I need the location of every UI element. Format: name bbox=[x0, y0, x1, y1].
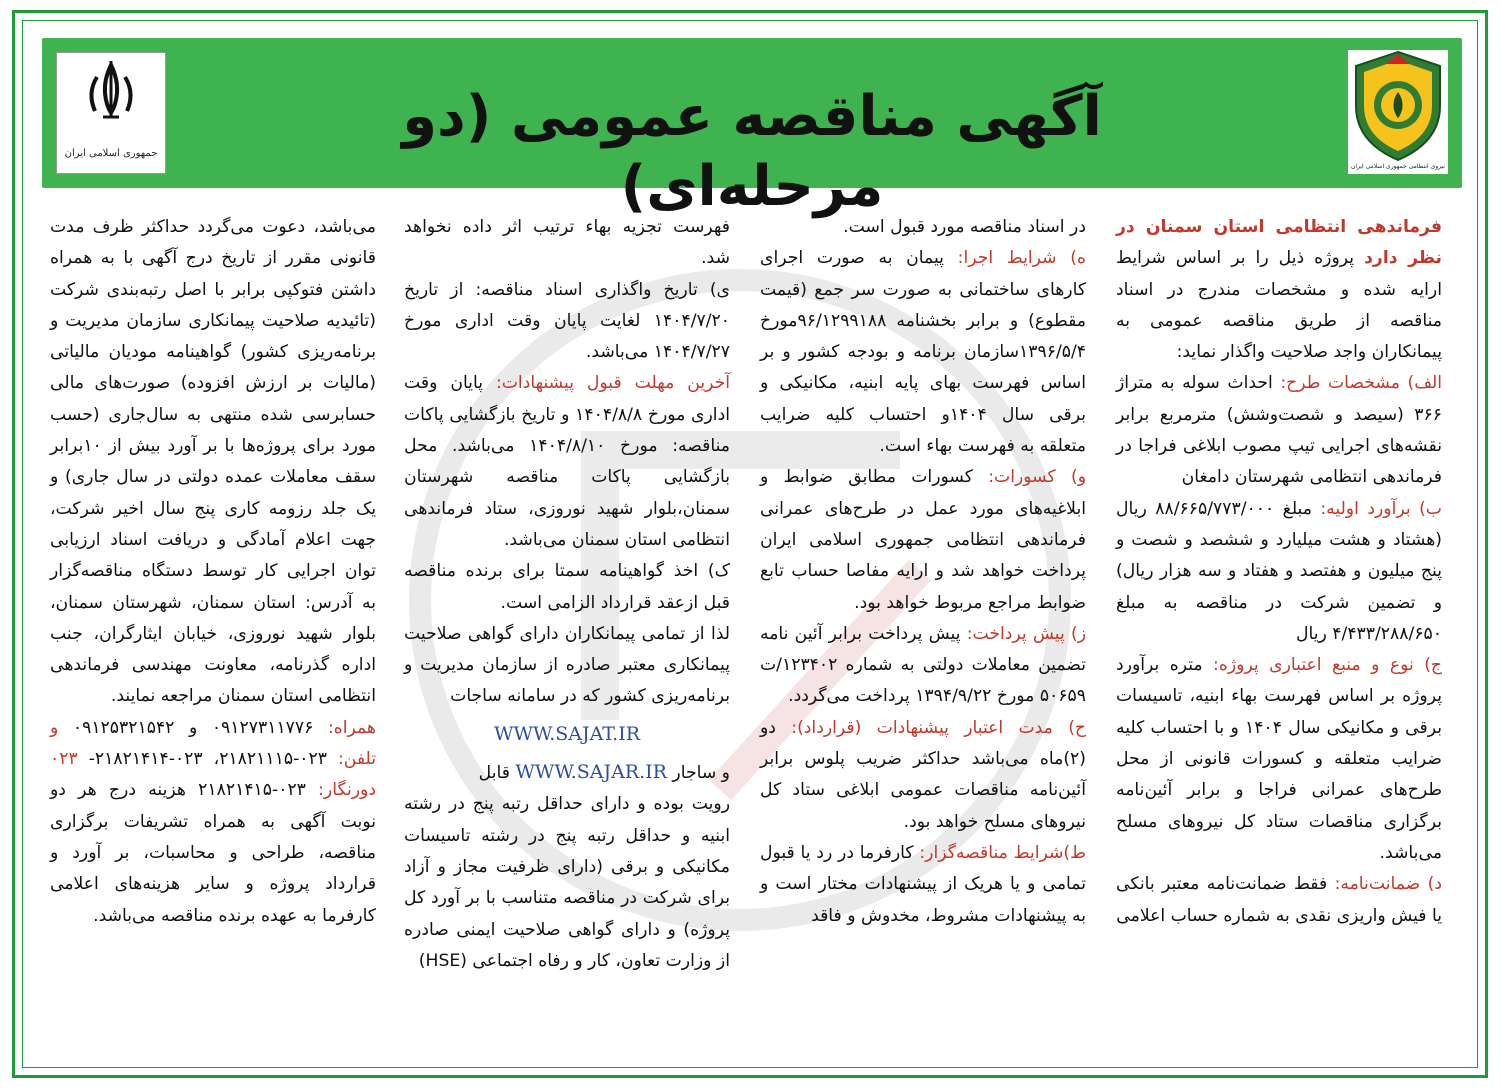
police-emblem bbox=[1348, 50, 1448, 174]
emblem-caption: جمهوری اسلامی ایران bbox=[64, 148, 158, 159]
contractors-text: لذا از تمامی پیمانکاران دارای گواهی صلاحیت پیمانکاری معتبر صادره از سازمان مدیریت و برنامه‌ریزی کشور که در سامانه ساجات bbox=[404, 623, 730, 707]
mobile-label: همراه: bbox=[327, 717, 376, 738]
section-h-text: دو (۲)ماه می‌باشد حداکثر ضریب پلوس برابر آئین‌نامه مناقصات عمومی ابلاغی ستاد کل نیروهای مسلح خواهد بود. bbox=[760, 717, 1086, 832]
section-b-label: ب) برآورد اولیه: bbox=[1320, 498, 1442, 519]
section-d-text: فقط ضمانت‌نامه معتبر بانکی یا فیش واریزی نقدی به شماره حساب اعلامی bbox=[1116, 874, 1442, 926]
invitation-text: می‌باشد، دعوت می‌گردد حداکثر ظرف مدت قانونی مقرر از تاریخ درج آگهی با به همراه داشتن فتوکپی برابر با اصل رتبه‌بندی شرکت (تائیدیه صلاحیت پیمانکاری سازمان مدیریت و برنامه‌ریزی کشور) گواهینامه مودیان مالیاتی (مالیات بر ارزش افزوده) صورت‌های مالی حسابرسی شده منتهی به سال‌جاری (حسب مورد برای پروژه‌ها با بر آورد بیش از ۱۰برابر سقف معاملات عمده دولتی در سال جاری) و یک جلد رزومه کاری پنج سال اخیر شرکت، جهت اعلام آمادگی و دریافت اسناد ارزیابی توان اجرایی کار توسط دستگاه مناقصه‌گزار به آدرس: استان سمنان، شهرستان سمنان، بلوار شهید نوروزی، خیابان ایثارگران، جنب اداره گذرنامه، معاونت مهندسی فرماندهی انتظامی استان سمنان مراجعه نمایند. bbox=[50, 217, 376, 707]
sajat-link[interactable]: WWW.SAJAT.IR bbox=[493, 722, 641, 745]
fax-text: ۰۲۳-۲۱۸۲۱۴۱۵ هزینه درج هر دو نوبت آگهی به همراه تشریفات برگزاری مناقصه، طراحی و محاسبات، بر آورد و قرارداد پروژه و سایر هزینه‌های اعلامی کارفرما به عهده برنده مناقصه می‌باشد. bbox=[50, 780, 376, 926]
sajar-link[interactable]: WWW.SAJAR.IR bbox=[515, 761, 667, 784]
section-t-label: ط)شرایط مناقصه‌گزار: bbox=[919, 842, 1086, 863]
sajar-suffix: قابل bbox=[478, 763, 510, 784]
section-k-text: ک) اخذ گواهینامه سمتا برای برنده مناقصه قبل ازعقد قرارداد الزامی است. bbox=[404, 561, 730, 613]
deadline-text: پایان وقت اداری مورخ ۱۴۰۴/۸/۸ و تاریخ بازگشایی پاکات مناقصه: مورخ ۱۴۰۴/۸/۱۰ می‌باشد. محل بازگشایی پاکات مناقصه شهرستان سمنان،بلوار شهید نوروزی، ستاد فرماندهی انتظامی استان سمنان می‌باشد. bbox=[404, 373, 730, 550]
column-4 bbox=[50, 212, 376, 1012]
intro-heading: فرماندهی انتظامی استان سمنان در نظر دارد bbox=[1116, 217, 1442, 269]
phone-numbers: ۰۲۳-۲۱۸۲۱۱۱۵، ۰۲۳-۲۱۸۲۱۴۱۴- bbox=[88, 749, 338, 770]
section-e-label: ه) شرایط اجرا: bbox=[957, 248, 1086, 269]
iran-emblem bbox=[56, 52, 166, 174]
col2-intro: در اسناد مناقصه مورد قبول است. bbox=[843, 217, 1086, 237]
section-z-text: پیش پرداخت برابر آئین نامه تضمین معاملات دولتی به شماره ۱۲۳۴۰۲/ت ۵۰۶۵۹ مورخ ۱۳۹۴/۹/۲۲ پرداخت می‌گردد. bbox=[760, 623, 1086, 707]
header-banner bbox=[42, 38, 1462, 219]
phone-label: و تلفن: bbox=[50, 717, 376, 770]
deadline-label: آخرین مهلت قبول پیشنهادات: bbox=[495, 373, 731, 394]
intro-text: پروژه ذیل را بر اساس شرایط ارایه شده و مشخصات مندرج در اسناد مناقصه از طریق مناقصه عمومی به پیمانکاران واجد صلاحیت واگذار نماید: bbox=[1116, 248, 1442, 363]
col3-intro: فهرست تجزیه بهاء ترتیب اثر داده نخواهد شد. bbox=[404, 217, 730, 269]
mobile-numbers: ۰۹۱۲۷۳۱۱۷۷۶ و ۰۹۱۲۵۳۲۱۵۴۲ bbox=[72, 717, 328, 738]
police-shield-icon bbox=[1348, 50, 1448, 162]
section-t-text: کارفرما در رد یا قبول تمامی و یا هریک از پیشنهادات مختار است و به پیشنهادات مشروط، مخدوش و فاقد bbox=[760, 842, 1086, 926]
section-z-label: ز) پیش پرداخت: bbox=[966, 623, 1086, 644]
sajar-prefix: و ساجار bbox=[672, 763, 730, 784]
section-h-label: ح) مدت اعتبار پیشنهادات (قرارداد): bbox=[791, 717, 1087, 738]
section-f-text: کسورات مطابق ضوابط و ابلاغیه‌های مورد عمل در طرح‌های عمرانی فرماندهی انتظامی جمهوری اسلامی ایران پرداخت خواهد شد و ارایه مفاصا حساب تابع ضوابط مراجع مربوط خواهد بود. bbox=[760, 467, 1086, 613]
announcement-body bbox=[50, 212, 1442, 1012]
page-title: آگهی مناقصه عمومی (دو مرحله‌ای) bbox=[402, 84, 1102, 219]
section-b-text: مبلغ ۸۸/۶۶۵/۷۷۳/۰۰۰ ریال (هشتاد و هشت میلیارد و ششصد و شصت و پنج میلیون و هفتصد و هفتاد و سه هزار ریال) و تضمین شرکت در مناقصه به مبلغ ۴/۴۳۳/۲۸۸/۶۵۰ ریال bbox=[1116, 498, 1442, 644]
police-caption: نیروی انتظامی جمهوری اسلامی ایران bbox=[1351, 163, 1445, 170]
section-y-text: ی) تاریخ واگذاری اسناد مناقصه: از تاریخ ۱۴۰۴/۷/۲۰ لغایت پایان وقت اداری مورخ ۱۴۰۴/۷/۲۷ می‌باشد. bbox=[404, 279, 730, 363]
column-3 bbox=[404, 212, 730, 1012]
column-2 bbox=[760, 212, 1086, 1012]
section-f-label: و) کسورات: bbox=[988, 467, 1086, 488]
section-a-label: الف) مشخصات طرح: bbox=[1280, 373, 1442, 394]
requirements-text: رویت بوده و دارای حداقل رتبه پنج در رشته ابنیه و حداقل رتبه پنج در رشته تاسیسات مکانیکی و برقی (دارای ظرفیت مجاز و آزاد برای شرکت در مناقصه متناسب با بر آورد کل پروژه) و دارای گواهی صلاحیت ایمنی صادره از وزارت تعاون، کار و رفاه اجتماعی (HSE) bbox=[404, 794, 730, 971]
section-e-text: پیمان به صورت اجرای کارهای ساختمانی به صورت سر جمع (قیمت مقطوع) و برابر بخشنامه ۹۶/۱۲۹۹۱۸۸مورخ ۱۳۹۶/۵/۴سازمان برنامه و بودجه کشور و بر اساس فهرست بهای پایه ابنیه، مکانیکی و برقی سال ۱۴۰۴و احتساب کلیه ضرایب متعلقه به فهرست بهاء است. bbox=[760, 248, 1086, 457]
iran-emblem-icon bbox=[57, 53, 165, 133]
column-1 bbox=[1116, 212, 1442, 1012]
section-d-label: د) ضمانت‌نامه: bbox=[1334, 874, 1442, 895]
section-c-text: متره برآورد پروژه بر اساس فهرست بهاء ابنیه، تاسیسات برقی و مکانیکی سال ۱۴۰۴ و با احتساب کلیه ضرایب متعلقه و کسورات قانونی از محل طرح‌های عمرانی فراجا و برابر آئین‌نامه برگزاری مناقصات ستاد کل نیروهای مسلح می‌باشد. bbox=[1116, 655, 1442, 863]
fax-label: ۰۲۳ دورنگار: bbox=[50, 749, 376, 801]
section-a-text: احداث سوله به متراژ ۳۶۶ (سیصد و شصت‌وشش) مترمربع برابر نقشه‌های اجرایی تیپ مصوب ابلاغی فراجا در فرماندهی انتظامی شهرستان دامغان bbox=[1116, 373, 1442, 488]
section-c-label: ج) نوع و منبع اعتباری پروژه: bbox=[1213, 655, 1442, 676]
